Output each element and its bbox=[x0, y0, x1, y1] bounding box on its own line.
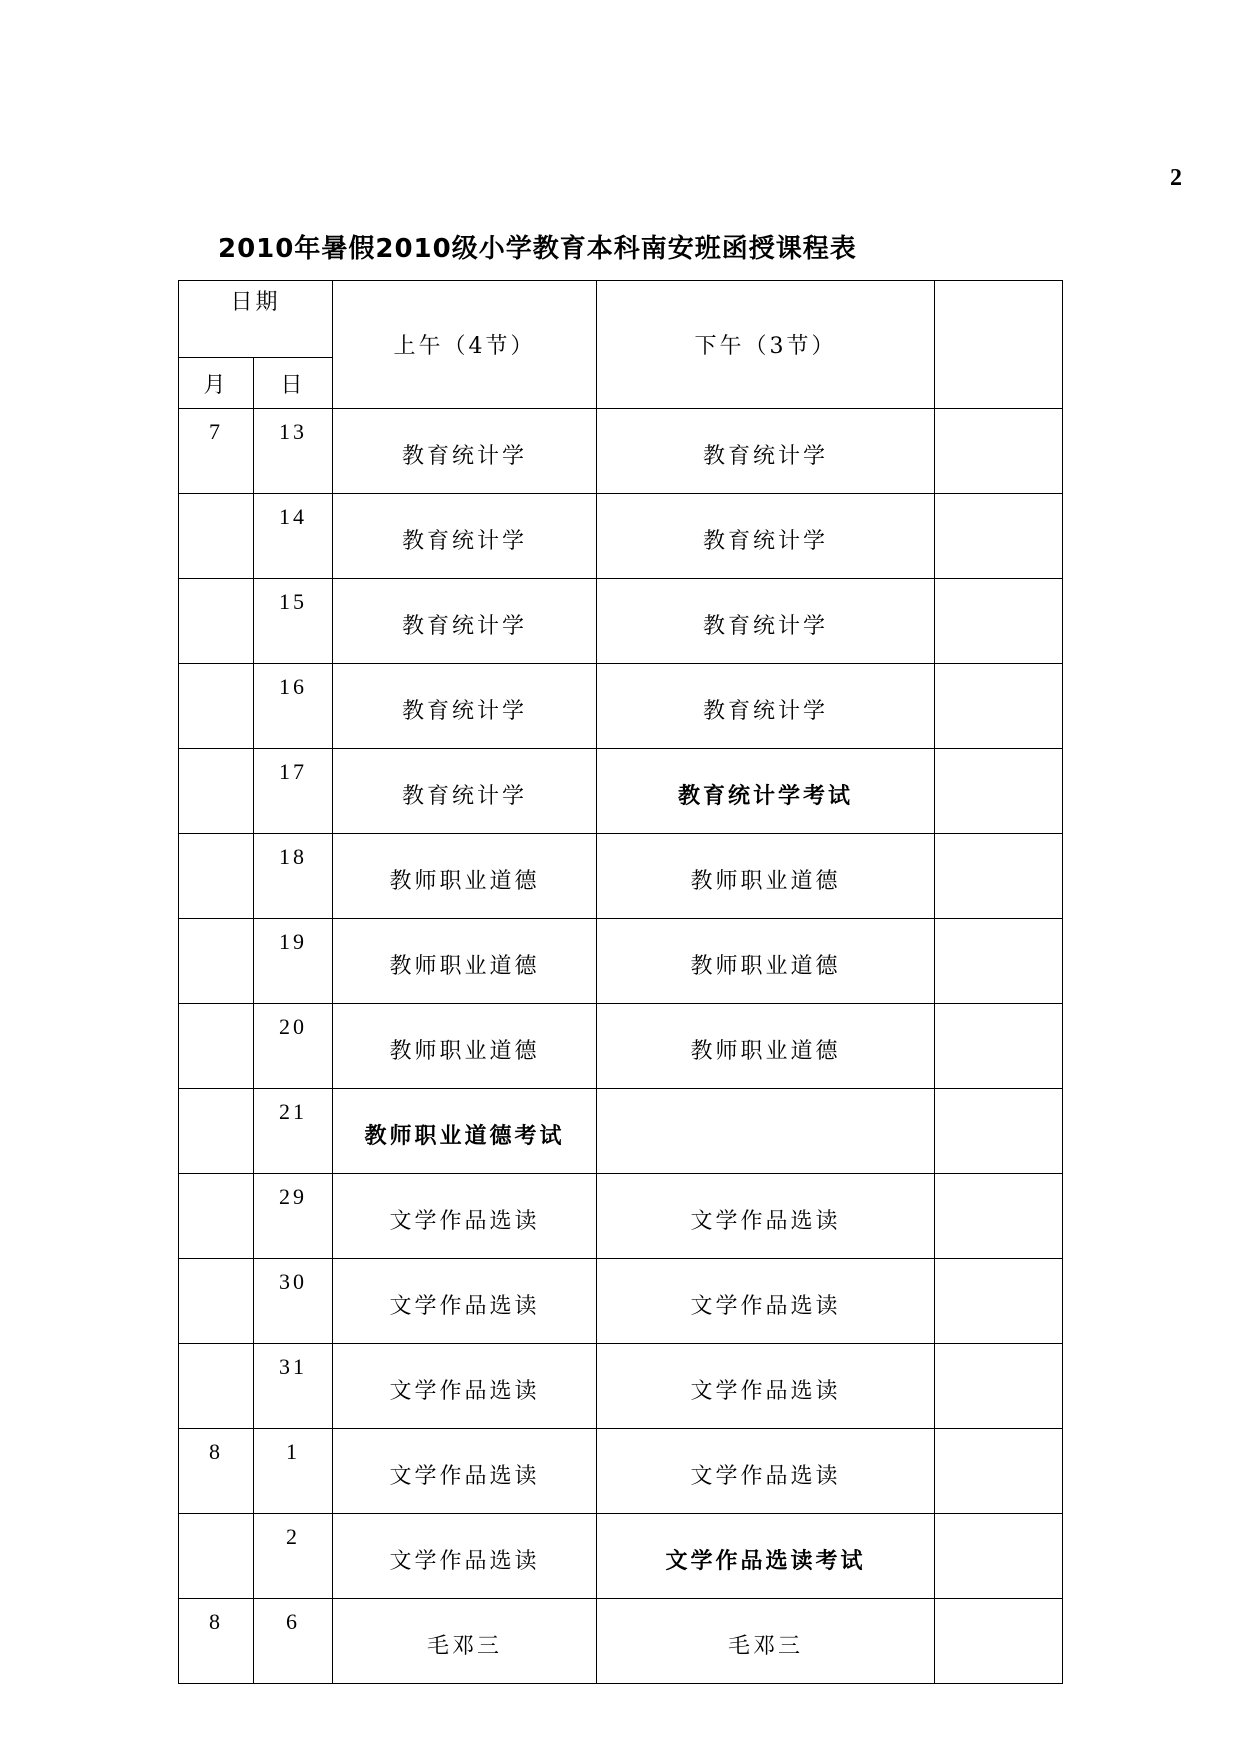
day-cell: 29 bbox=[254, 1174, 333, 1259]
month-cell: 8 bbox=[179, 1599, 254, 1684]
morning-cell: 教育统计学 bbox=[333, 664, 597, 749]
table-row bbox=[179, 409, 1063, 494]
afternoon-cell: 文学作品选读考试 bbox=[597, 1514, 935, 1599]
afternoon-cell: 文学作品选读 bbox=[597, 1344, 935, 1429]
morning-cell: 毛邓三 bbox=[333, 1599, 597, 1684]
morning-cell: 文学作品选读 bbox=[333, 1259, 597, 1344]
morning-cell: 文学作品选读 bbox=[333, 1429, 597, 1514]
afternoon-cell: 教育统计学 bbox=[597, 409, 935, 494]
day-cell: 30 bbox=[254, 1259, 333, 1344]
day-cell: 14 bbox=[254, 494, 333, 579]
table-row bbox=[179, 1514, 1063, 1599]
day-cell: 21 bbox=[254, 1089, 333, 1174]
morning-cell: 教育统计学 bbox=[333, 409, 597, 494]
extra-cell bbox=[935, 409, 1063, 494]
month-cell bbox=[179, 1514, 254, 1599]
month-cell bbox=[179, 664, 254, 749]
morning-cell: 文学作品选读 bbox=[333, 1174, 597, 1259]
extra-cell bbox=[935, 1004, 1063, 1089]
day-cell: 2 bbox=[254, 1514, 333, 1599]
month-cell bbox=[179, 1089, 254, 1174]
day-cell: 19 bbox=[254, 919, 333, 1004]
extra-cell bbox=[935, 749, 1063, 834]
day-cell: 15 bbox=[254, 579, 333, 664]
table-row bbox=[179, 1004, 1063, 1089]
table-row bbox=[179, 1599, 1063, 1684]
day-cell: 18 bbox=[254, 834, 333, 919]
month-cell bbox=[179, 919, 254, 1004]
month-cell bbox=[179, 1174, 254, 1259]
header-morning: 上午（4节） bbox=[333, 281, 597, 409]
header-extra bbox=[935, 281, 1063, 409]
header-month: 月 bbox=[179, 358, 254, 409]
document-title: 2010年暑假2010级小学教育本科南安班函授课程表 bbox=[218, 234, 857, 264]
day-cell: 16 bbox=[254, 664, 333, 749]
extra-cell bbox=[935, 1514, 1063, 1599]
extra-cell bbox=[935, 1089, 1063, 1174]
morning-cell: 教师职业道德 bbox=[333, 1004, 597, 1089]
afternoon-cell: 毛邓三 bbox=[597, 1599, 935, 1684]
morning-cell: 教育统计学 bbox=[333, 579, 597, 664]
month-cell bbox=[179, 579, 254, 664]
month-cell: 7 bbox=[179, 409, 254, 494]
morning-cell: 教师职业道德 bbox=[333, 834, 597, 919]
header-date: 日期 bbox=[179, 281, 333, 358]
header-afternoon: 下午（3节） bbox=[597, 281, 935, 409]
table-row bbox=[179, 1344, 1063, 1429]
table-row bbox=[179, 664, 1063, 749]
morning-cell: 文学作品选读 bbox=[333, 1344, 597, 1429]
afternoon-cell: 文学作品选读 bbox=[597, 1259, 935, 1344]
morning-cell: 教育统计学 bbox=[333, 494, 597, 579]
month-cell bbox=[179, 1344, 254, 1429]
afternoon-cell: 教师职业道德 bbox=[597, 834, 935, 919]
table-row bbox=[179, 834, 1063, 919]
morning-cell: 教育统计学 bbox=[333, 749, 597, 834]
extra-cell bbox=[935, 664, 1063, 749]
extra-cell bbox=[935, 1429, 1063, 1514]
afternoon-cell: 教师职业道德 bbox=[597, 919, 935, 1004]
table-row bbox=[179, 1174, 1063, 1259]
extra-cell bbox=[935, 834, 1063, 919]
day-cell: 6 bbox=[254, 1599, 333, 1684]
morning-cell: 教师职业道德考试 bbox=[333, 1089, 597, 1174]
month-cell bbox=[179, 1004, 254, 1089]
table-row bbox=[179, 749, 1063, 834]
month-cell bbox=[179, 749, 254, 834]
table-row bbox=[179, 1429, 1063, 1514]
extra-cell bbox=[935, 1599, 1063, 1684]
extra-cell bbox=[935, 579, 1063, 664]
month-cell: 8 bbox=[179, 1429, 254, 1514]
day-cell: 17 bbox=[254, 749, 333, 834]
afternoon-cell: 教师职业道德 bbox=[597, 1004, 935, 1089]
table-row bbox=[179, 919, 1063, 1004]
day-cell: 20 bbox=[254, 1004, 333, 1089]
month-cell bbox=[179, 1259, 254, 1344]
extra-cell bbox=[935, 919, 1063, 1004]
table-row bbox=[179, 1089, 1063, 1174]
day-cell: 1 bbox=[254, 1429, 333, 1514]
morning-cell: 教师职业道德 bbox=[333, 919, 597, 1004]
page-number: 2 bbox=[1170, 165, 1182, 191]
extra-cell bbox=[935, 1259, 1063, 1344]
afternoon-cell bbox=[597, 1089, 935, 1174]
day-cell: 31 bbox=[254, 1344, 333, 1429]
extra-cell bbox=[935, 1344, 1063, 1429]
month-cell bbox=[179, 834, 254, 919]
table-row bbox=[179, 1259, 1063, 1344]
extra-cell bbox=[935, 494, 1063, 579]
month-cell bbox=[179, 494, 254, 579]
morning-cell: 文学作品选读 bbox=[333, 1514, 597, 1599]
afternoon-cell: 教育统计学 bbox=[597, 579, 935, 664]
table-row bbox=[179, 494, 1063, 579]
schedule-table bbox=[178, 280, 1063, 1684]
header-row-top bbox=[179, 281, 1063, 358]
afternoon-cell: 教育统计学 bbox=[597, 664, 935, 749]
header-day: 日 bbox=[254, 358, 333, 409]
afternoon-cell: 文学作品选读 bbox=[597, 1174, 935, 1259]
afternoon-cell: 文学作品选读 bbox=[597, 1429, 935, 1514]
afternoon-cell: 教育统计学考试 bbox=[597, 749, 935, 834]
day-cell: 13 bbox=[254, 409, 333, 494]
extra-cell bbox=[935, 1174, 1063, 1259]
table-row bbox=[179, 579, 1063, 664]
afternoon-cell: 教育统计学 bbox=[597, 494, 935, 579]
